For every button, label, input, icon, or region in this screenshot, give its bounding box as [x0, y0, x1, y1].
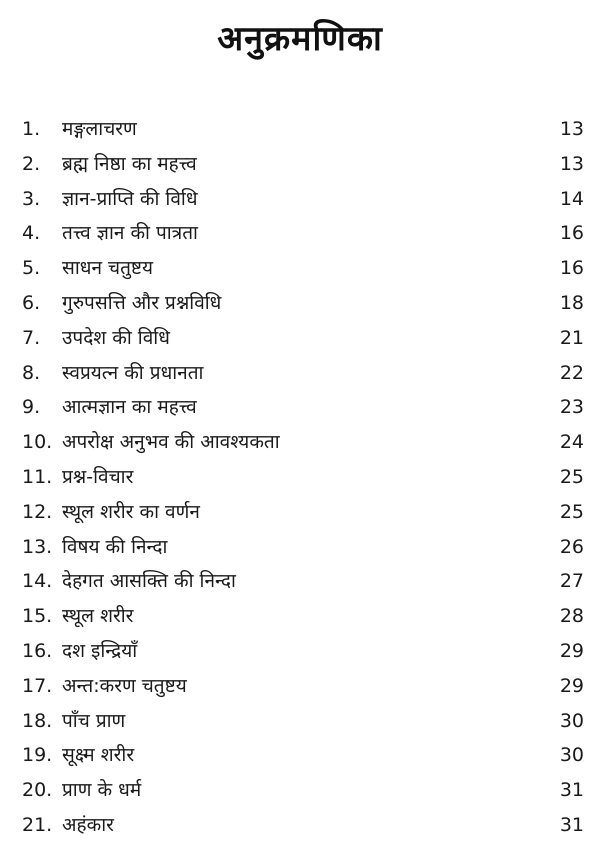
- toc-entry-page-number: 29: [559, 674, 584, 697]
- toc-entry: [0, 147, 600, 182]
- toc-entry-title: ब्रह्म निष्ठा का महत्त्व: [62, 152, 197, 175]
- toc-entry-page-number: 26: [559, 535, 584, 558]
- toc-entry: [0, 773, 600, 808]
- toc-entry-number: 20.: [22, 779, 53, 802]
- toc-entry: [0, 460, 600, 495]
- toc-entry: [0, 495, 600, 530]
- toc-entry-number: 11.: [22, 465, 53, 488]
- toc-entry-number: 4.: [22, 222, 41, 245]
- toc-entry: [0, 356, 600, 391]
- toc-entry: [0, 390, 600, 425]
- toc-entry-page-number: 28: [559, 605, 584, 628]
- toc-entry-number: 1.: [22, 118, 41, 140]
- toc-entry: [0, 112, 600, 147]
- toc-entry: [0, 564, 600, 599]
- toc-entry-number: 21.: [22, 813, 53, 836]
- toc-entry-title: स्थूल शरीर: [62, 605, 134, 628]
- toc-entry: [0, 669, 600, 704]
- toc-entry-number: 15.: [22, 605, 53, 628]
- toc-entry-page-number: 13: [559, 118, 584, 140]
- toc-entry: [0, 808, 600, 843]
- toc-entry: [0, 599, 600, 634]
- toc-entry-title: दश इन्द्रियाँ: [62, 639, 138, 662]
- toc-entry-title: प्रश्न-विचार: [62, 465, 134, 488]
- toc-entry: [0, 182, 600, 217]
- toc-entry-title: स्वप्रयत्न की प्रधानता: [62, 361, 204, 384]
- toc-entry: [0, 286, 600, 321]
- toc-list: [0, 112, 600, 843]
- toc-entry-page-number: 13: [559, 152, 584, 175]
- toc-entry-number: 17.: [22, 674, 53, 697]
- toc-entry-number: 7.: [22, 326, 41, 349]
- toc-entry-page-number: 24: [559, 431, 584, 454]
- toc-entry-number: 5.: [22, 257, 41, 280]
- toc-entry-number: 3.: [22, 187, 41, 210]
- toc-entry-number: 6.: [22, 291, 41, 314]
- toc-entry-page-number: 29: [559, 639, 584, 662]
- toc-entry-title: तत्त्व ज्ञान की पात्रता: [62, 222, 198, 245]
- toc-entry-title: मङ्गलाचरण: [62, 118, 137, 140]
- toc-entry-page-number: 14: [559, 187, 584, 210]
- toc-entry-number: 16.: [22, 639, 53, 662]
- toc-entry-number: 8.: [22, 361, 41, 384]
- toc-entry-title: पाँच प्राण: [62, 709, 126, 732]
- toc-entry-title: उपदेश की विधि: [62, 326, 170, 349]
- toc-entry-page-number: 30: [559, 744, 584, 767]
- toc-entry-number: 2.: [22, 152, 41, 175]
- toc-entry-number: 10.: [22, 431, 53, 454]
- toc-entry-page-number: 23: [559, 396, 584, 419]
- toc-entry-title: अन्त:करण चतुष्टय: [62, 674, 187, 697]
- toc-entry: [0, 738, 600, 773]
- toc-entry: [0, 634, 600, 669]
- toc-entry: [0, 530, 600, 565]
- toc-entry: [0, 425, 600, 460]
- toc-entry-page-number: 16: [559, 222, 584, 245]
- toc-entry-page-number: 25: [559, 465, 584, 488]
- toc-entry: [0, 216, 600, 251]
- toc-entry-title: आत्मज्ञान का महत्त्व: [62, 396, 197, 419]
- toc-entry-page-number: 27: [559, 570, 584, 593]
- toc-entry: [0, 251, 600, 286]
- toc-entry-page-number: 16: [559, 257, 584, 280]
- toc-entry-title: ज्ञान-प्राप्ति की विधि: [62, 187, 198, 210]
- toc-entry-number: 13.: [22, 535, 53, 558]
- toc-entry-title: प्राण के धर्म: [62, 779, 142, 802]
- toc-entry-number: 19.: [22, 744, 53, 767]
- toc-entry-page-number: 30: [559, 709, 584, 732]
- toc-entry: [0, 704, 600, 739]
- toc-entry-title: साधन चतुष्टय: [62, 257, 154, 280]
- toc-entry-title: सूक्ष्म शरीर: [62, 744, 135, 767]
- toc-entry-title: स्थूल शरीर का वर्णन: [62, 500, 200, 523]
- toc-entry-page-number: 31: [559, 813, 584, 836]
- toc-entry-title: अहंकार: [62, 813, 114, 836]
- toc-entry-title: विषय की निन्दा: [62, 535, 168, 558]
- toc-entry-title: देहगत आसक्ति की निन्दा: [62, 570, 236, 593]
- toc-entry-page-number: 22: [559, 361, 584, 384]
- page-title: अनुक्रमणिका: [217, 19, 383, 59]
- toc-entry-number: 18.: [22, 709, 53, 732]
- toc-entry-page-number: 31: [559, 779, 584, 802]
- toc-entry-page-number: 25: [559, 500, 584, 523]
- toc-entry-title: गुरुपसत्ति और प्रश्नविधि: [62, 291, 222, 314]
- toc-entry-page-number: 18: [559, 291, 584, 314]
- toc-entry-number: 12.: [22, 500, 53, 523]
- toc-entry-title: अपरोक्ष अनुभव की आवश्यकता: [62, 431, 280, 454]
- toc-entry-number: 14.: [22, 570, 53, 593]
- toc-entry-page-number: 21: [559, 326, 584, 349]
- toc-entry-number: 9.: [22, 396, 41, 419]
- toc-entry: [0, 321, 600, 356]
